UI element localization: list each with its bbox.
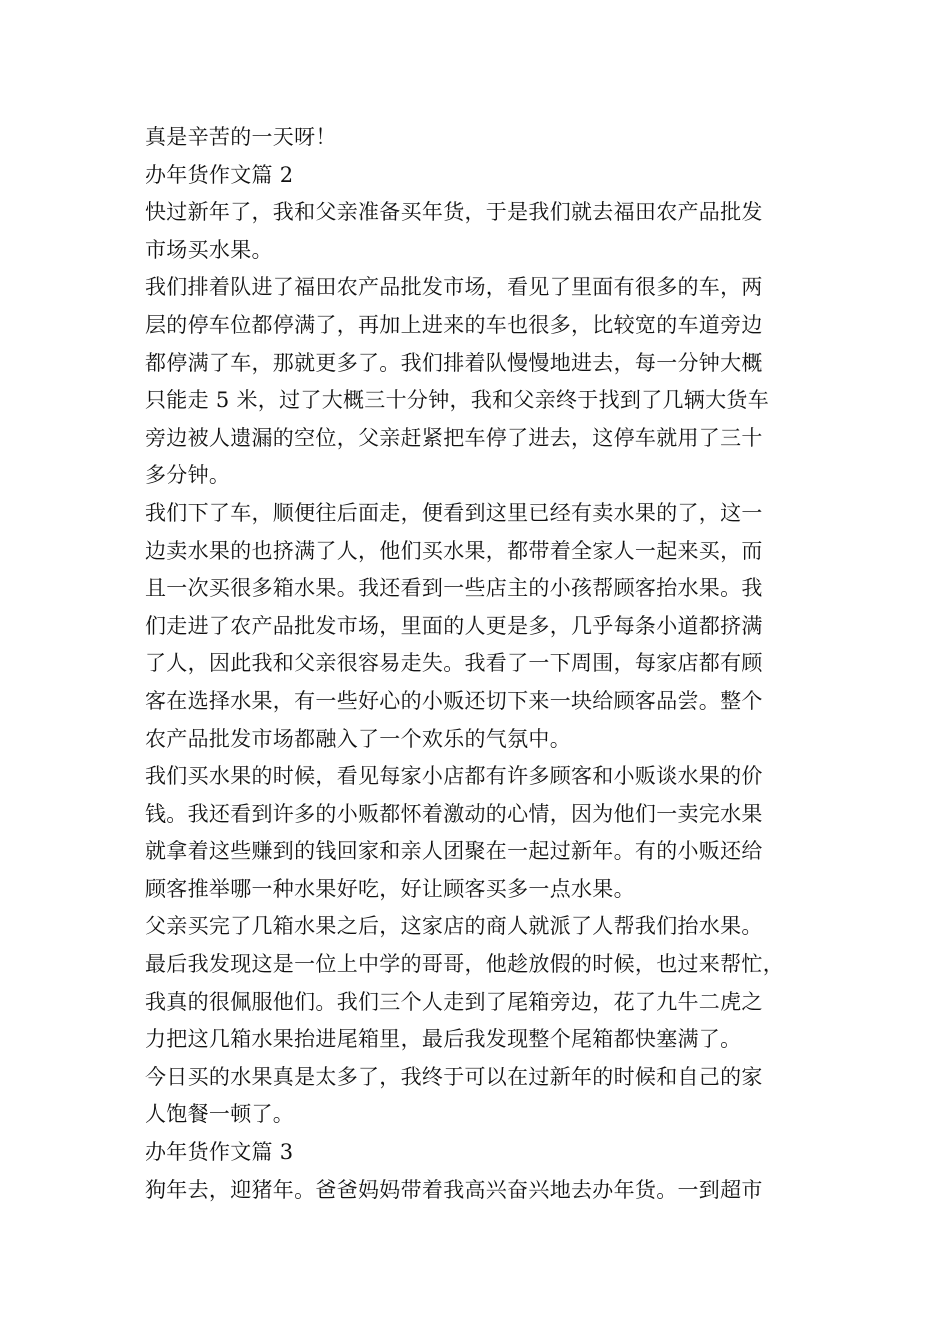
text-line: 我真的很佩服他们。我们三个人走到了尾箱旁边，花了九牛二虎之 <box>145 989 763 1014</box>
text-line: 我们排着队进了福田农产品批发市场，看见了里面有很多的车，两 <box>145 275 763 300</box>
text-line: 都停满了车，那就更多了。我们排着队慢慢地进去，每一分钟大概 <box>145 350 763 375</box>
section-heading: 办年货作文篇 3 <box>145 1140 294 1165</box>
text-line: 人饱餐一顿了。 <box>145 1102 295 1127</box>
text-line: 边卖水果的也挤满了人，他们买水果，都带着全家人一起来买，而 <box>145 538 763 563</box>
text-line: 今日买的水果真是太多了，我终于可以在过新年的时候和自己的家 <box>145 1064 763 1089</box>
text-line: 且一次买很多箱水果。我还看到一些店主的小孩帮顾客抬水果。我 <box>145 576 763 601</box>
text-line: 父亲买完了几箱水果之后，这家店的商人就派了人帮我们抬水果。 <box>145 914 763 939</box>
text-line: 顾客推举哪一种水果好吃，好让顾客买多一点水果。 <box>145 876 635 901</box>
text-line: 只能走 5 米，过了大概三十分钟，我和父亲终于找到了几辆大货车 <box>145 388 770 413</box>
text-line: 旁边被人遗漏的空位，父亲赶紧把车停了进去，这停车就用了三十 <box>145 425 763 450</box>
text-line: 们走进了农产品批发市场，里面的人更是多，几乎每条小道都挤满 <box>145 613 763 638</box>
text-line: 我们买水果的时候，看见每家小店都有许多顾客和小贩谈水果的价 <box>145 764 763 789</box>
text-line: 层的停车位都停满了，再加上进来的车也很多，比较宽的车道旁边 <box>145 312 763 337</box>
text-line: 力把这几箱水果抬进尾箱里，最后我发现整个尾箱都快塞满了。 <box>145 1027 742 1052</box>
text-line: 快过新年了，我和父亲准备买年货，于是我们就去福田农产品批发 <box>145 200 763 225</box>
document-body <box>145 119 815 1209</box>
text-line: 我们下了车，顺便往后面走，便看到这里已经有卖水果的了，这一 <box>145 500 763 525</box>
text-line: 多分钟。 <box>145 463 231 488</box>
text-line: 了人，因此我和父亲很容易走失。我看了一下周围，每家店都有顾 <box>145 651 763 676</box>
text-line: 就拿着这些赚到的钱回家和亲人团聚在一起过新年。有的小贩还给 <box>145 839 763 864</box>
text-line: 狗年去，迎猪年。爸爸妈妈带着我高兴奋兴地去办年货。一到超市 <box>145 1177 763 1202</box>
text-line: 农产品批发市场都融入了一个欢乐的气氛中。 <box>145 726 571 751</box>
text-line: 最后我发现这是一位上中学的哥哥，他趁放假的时候，也过来帮忙， <box>145 952 784 977</box>
text-line: 真是辛苦的一天呀！ <box>145 125 337 149</box>
text-line: 钱。我还看到许多的小贩都怀着激动的心情，因为他们一卖完水果 <box>145 801 763 826</box>
text-line: 市场买水果。 <box>145 237 273 262</box>
text-line: 客在选择水果，有一些好心的小贩还切下来一块给顾客品尝。整个 <box>145 688 763 713</box>
section-heading: 办年货作文篇 2 <box>145 162 294 187</box>
